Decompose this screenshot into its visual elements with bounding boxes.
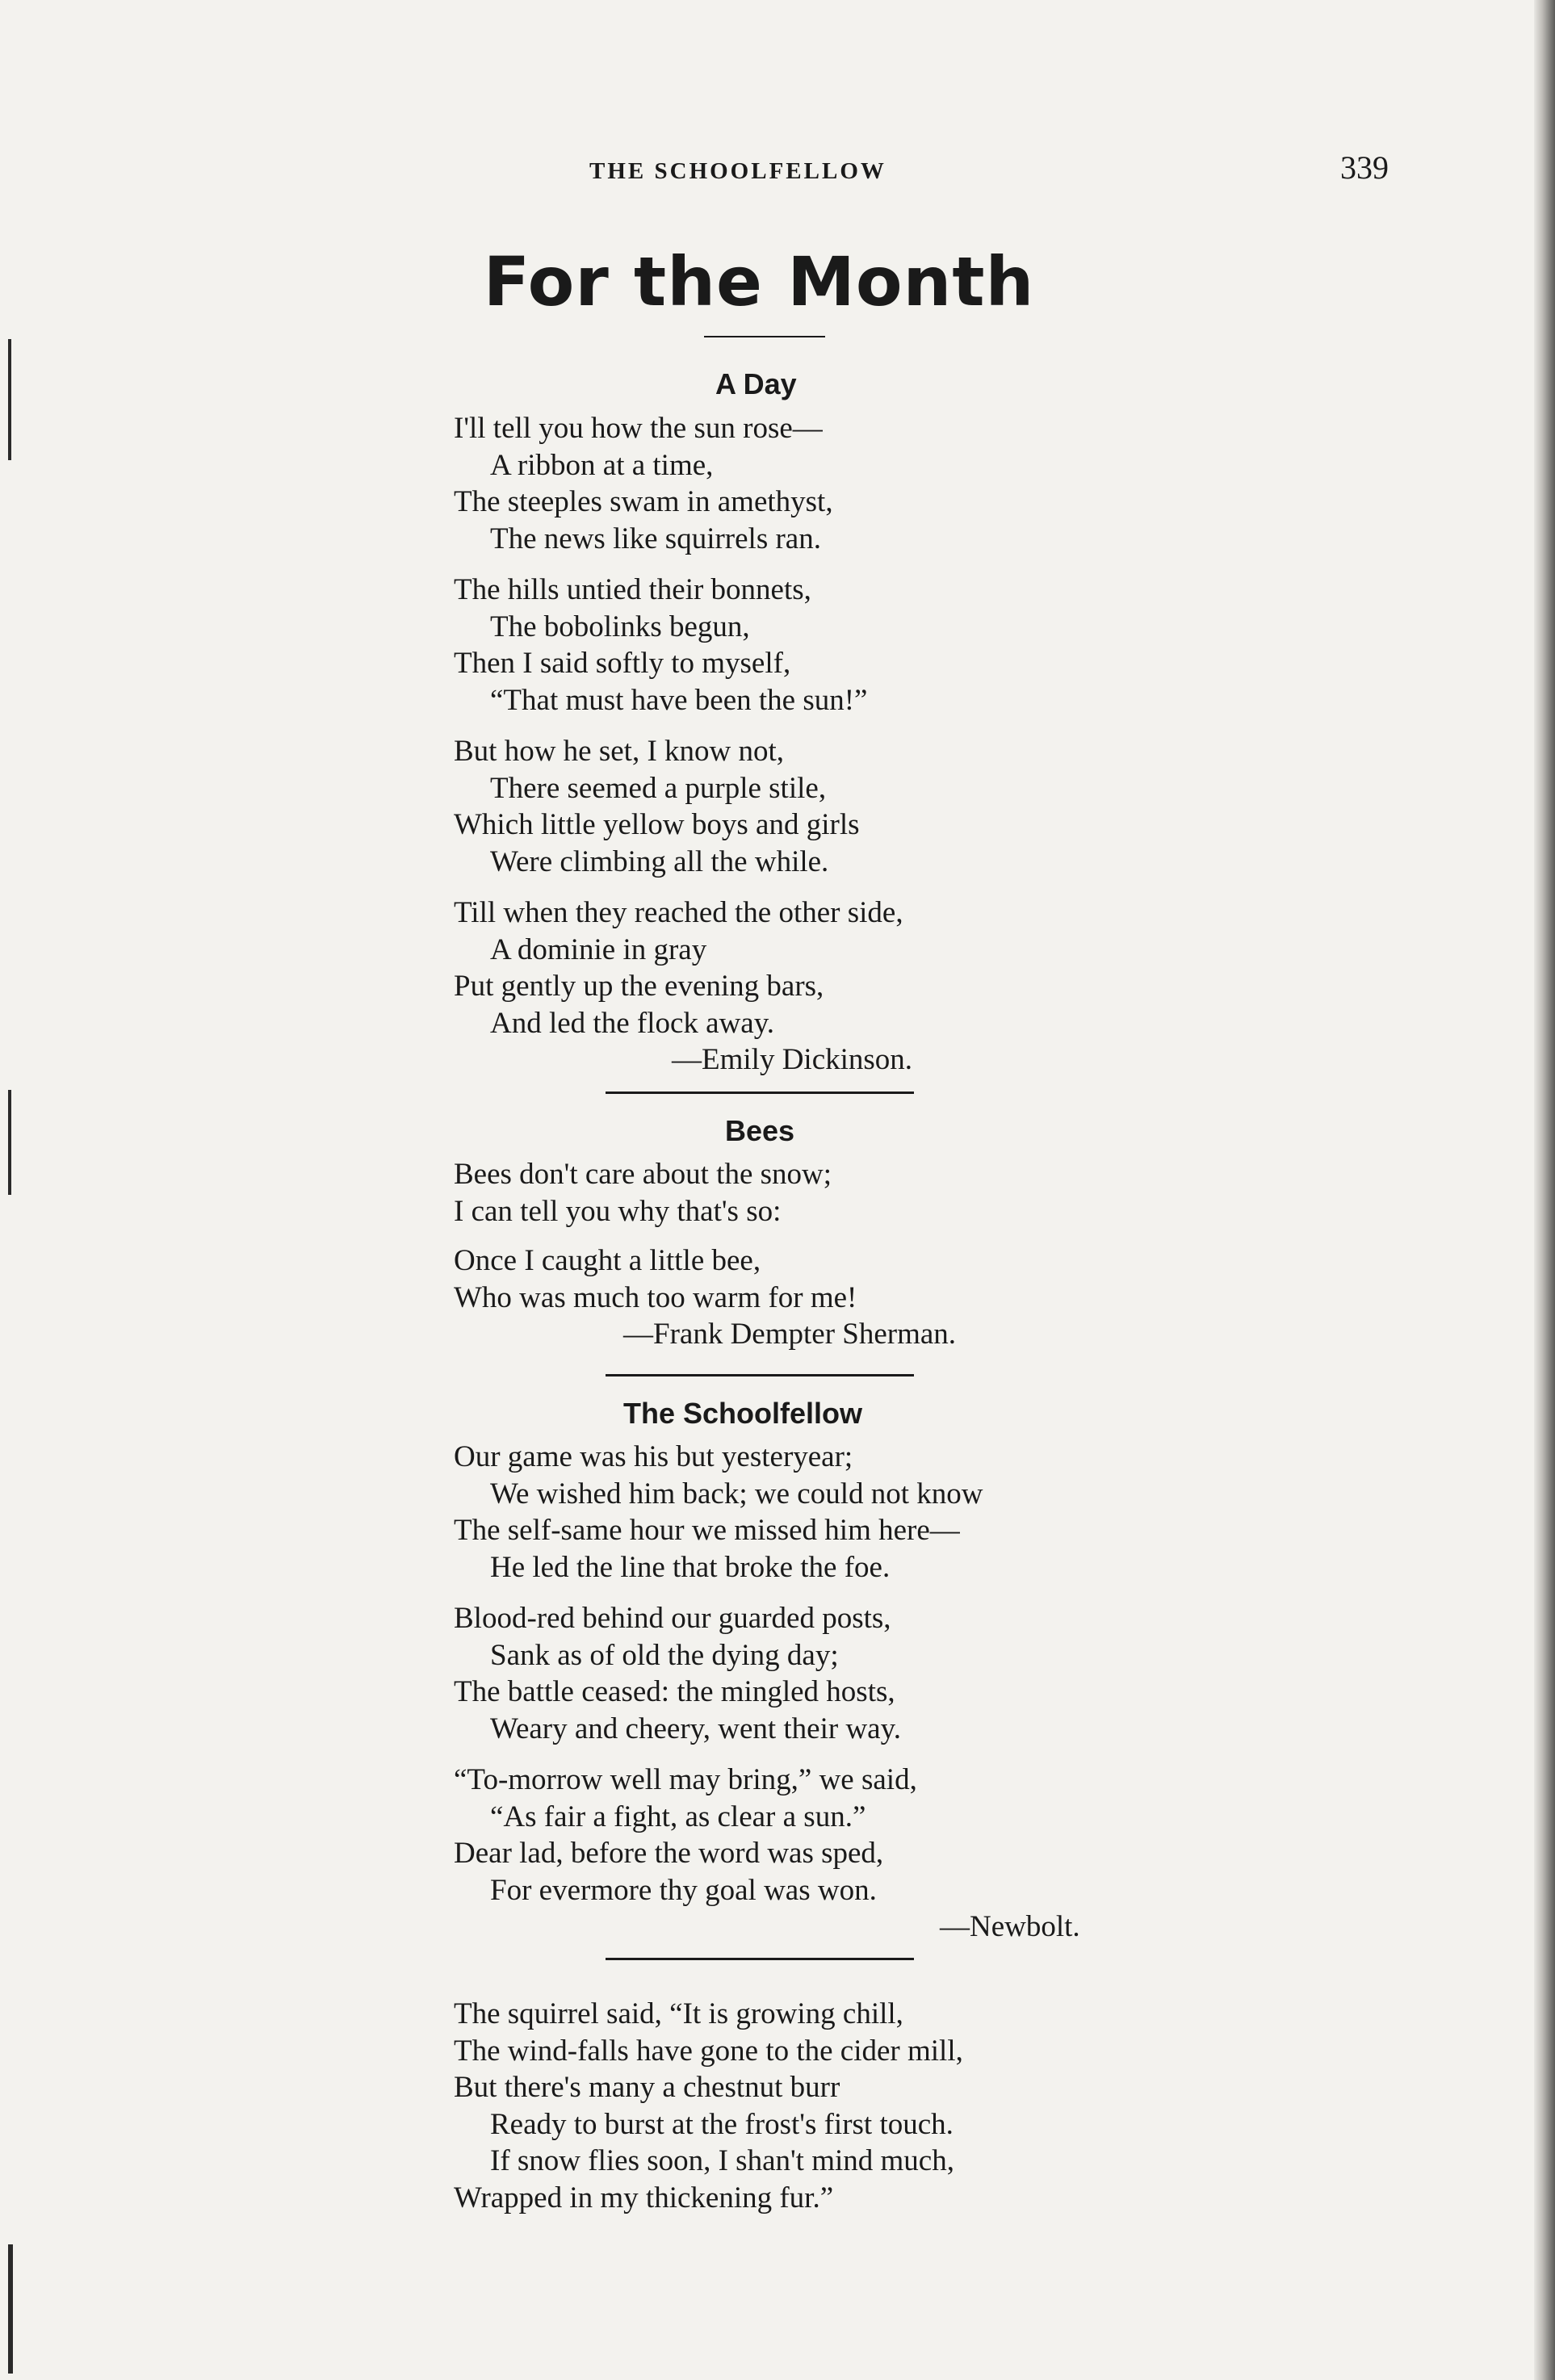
poem-line: Then I said softly to myself, [454,647,791,680]
poem-line: Till when they reached the other side, [454,896,903,929]
stanza [454,1156,956,1230]
poem-line: There seemed a purple stile, [490,771,827,805]
poem-attribution: —Emily Dickinson. [672,1043,913,1076]
poem-attribution: —Newbolt. [940,1910,1080,1943]
poem-line: The self-same hour we missed him here— [454,1514,960,1547]
poem-line: And led the flock away. [490,1006,775,1040]
poem-line: We wished him back; we could not know [490,1477,983,1511]
stanza [454,1762,1080,1909]
poem-title: A Day [715,367,797,400]
poem-line: Put gently up the evening bars, [454,970,824,1003]
stanza [454,1242,956,1316]
poem-line: The news like squirrels ran. [490,522,821,555]
poem-attribution: —Frank Dempter Sherman. [623,1318,957,1351]
poem-bees [454,1156,956,1353]
stanza [454,410,912,557]
poem-line: “That must have been the sun!” [490,683,868,717]
stanza [454,572,912,719]
page-title [0,242,1518,321]
poem-line: The steeples swam in amethyst, [454,485,833,518]
title-rule [704,336,825,337]
poem-line: Were climbing all the while. [490,844,829,878]
poem-line: A dominie in gray [490,932,707,966]
section-divider [606,1374,914,1376]
stanza [454,1439,1080,1586]
section-divider [606,1958,914,1960]
poem-line: A ribbon at a time, [490,448,714,482]
poem-a-day [454,410,912,1079]
poem-title: Bees [725,1114,795,1147]
poem-line: Bees don't care about the snow; [454,1158,832,1191]
poem-line: Our game was his but yesteryear; [454,1440,853,1473]
section-divider [606,1092,914,1094]
poem-line: Once I caught a little bee, [454,1244,761,1277]
poem-line: Ready to burst at the frost's first touch. [490,2107,954,2141]
page-number: 339 [1340,149,1389,186]
poem-line: If snow flies soon, I shan't mind much, [490,2144,954,2177]
poem-line: He led the line that broke the foe. [490,1550,891,1584]
poem-line: The hills untied their bonnets, [454,573,811,606]
poem-line: I can tell you why that's so: [454,1194,782,1228]
stanza [454,1996,963,2216]
poem-line: “To-morrow well may bring,” we said, [454,1763,917,1796]
stanza [454,895,912,1041]
scan-edge-mark [8,2244,13,2374]
poem-line: But how he set, I know not, [454,735,785,768]
poem-line: Wrapped in my thickening fur.” [454,2181,834,2214]
poem-title: The Schoolfellow [623,1397,863,1430]
poem-line: Blood-red behind our guarded posts, [454,1602,891,1635]
poem-line: The battle ceased: the mingled hosts, [454,1675,895,1708]
poem-line: For evermore thy goal was won. [490,1873,877,1907]
poem-squirrel [454,1996,963,2216]
poem-line: The wind-falls have gone to the cider mill, [454,2034,963,2068]
poem-the-schoolfellow [454,1439,1080,1946]
page-title-text: For the Month [483,242,1035,321]
poem-line: Who was much too warm for me! [454,1280,857,1314]
page-binding-edge [1534,0,1555,2380]
scan-edge-mark [8,1090,11,1195]
poem-line: The squirrel said, “It is growing chill, [454,1997,903,2030]
stanza [454,733,912,880]
scan-edge-mark [8,339,11,460]
poem-line: But there's many a chestnut burr [454,2071,840,2104]
poem-line: I'll tell you how the sun rose— [454,412,823,445]
poem-line: The bobolinks begun, [490,610,750,643]
poem-line: Dear lad, before the word was sped, [454,1837,884,1870]
running-head: THE SCHOOLFELLOW [589,158,886,184]
stanza [454,1600,1080,1747]
poem-line: “As fair a fight, as clear a sun.” [490,1800,866,1833]
poem-line: Sank as of old the dying day; [490,1638,839,1672]
poem-line: Which little yellow boys and girls [454,808,860,841]
poem-line: Weary and cheery, went their way. [490,1712,901,1745]
